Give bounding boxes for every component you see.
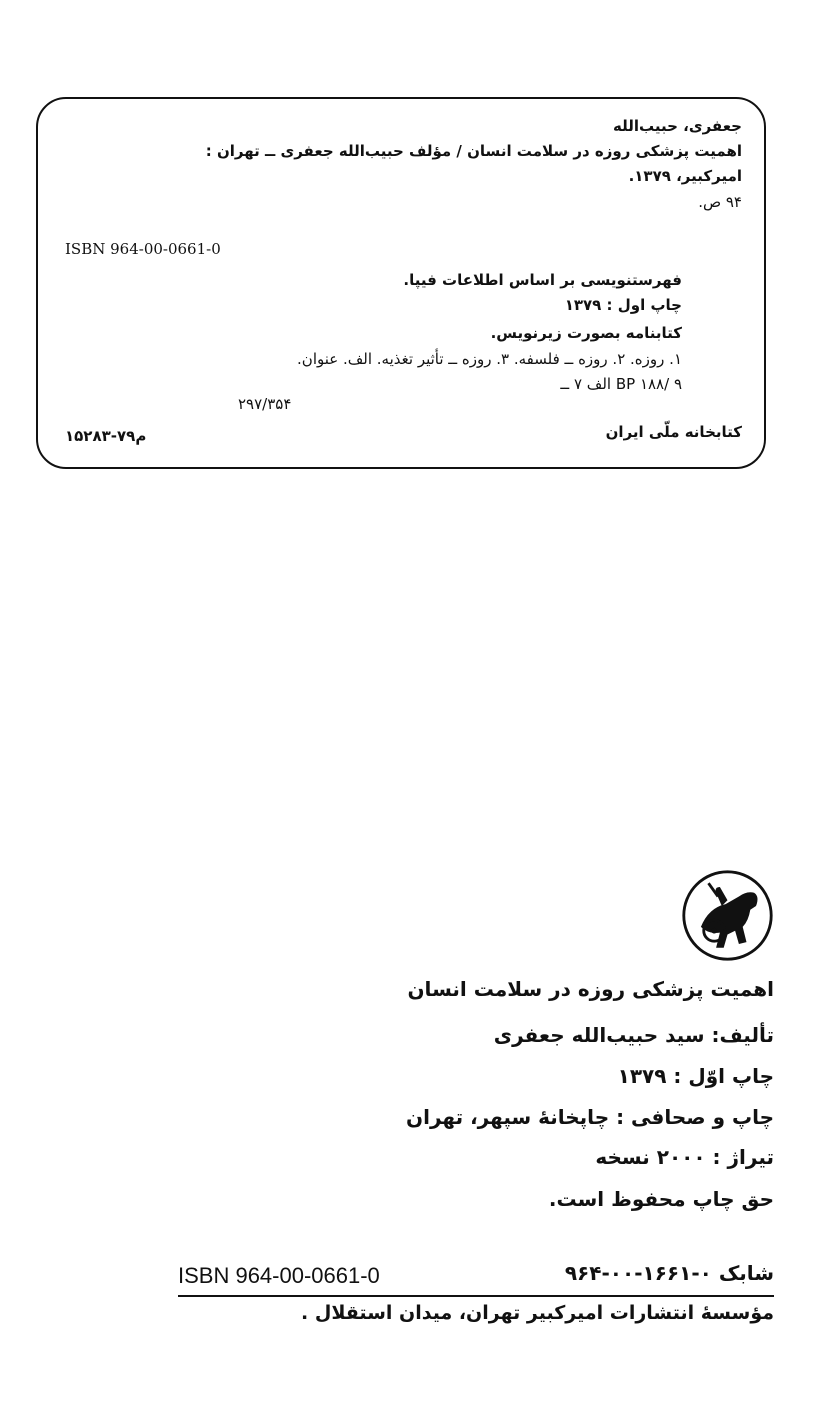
edition: چاپ اوّل : ۱۳۷۹ (617, 1064, 774, 1088)
dewey-classification: ۲۹۷/۳۵۴ (238, 395, 292, 413)
fipa-note: فهرستنویسی بر اساس اطلاعات فیپا. (403, 271, 682, 289)
publisher-address: مؤسسهٔ انتشارات امیرکبیر تهران، میدان استقلال . (301, 1302, 774, 1324)
first-edition-note: چاپ اول : ۱۳۷۹ (564, 296, 682, 314)
title-statement: اهمیت پزشکی روزه در سلامت انسان / مؤلف حبیب‌الله جعفری ــ تهران : (205, 142, 742, 160)
bibliography-note: کتابنامه بصورت زیرنویس. (490, 324, 682, 342)
record-number: م۷۹-۱۵۲۸۳ (65, 427, 147, 445)
printing-credit: چاپ و صحافی : چاپخانهٔ سپهر، تهران (406, 1105, 774, 1129)
imprint: امیرکبیر، ۱۳۷۹. (628, 167, 742, 185)
isbn-latin: ISBN 964-00-0661-0 (178, 1263, 380, 1288)
author-heading: جعفری، حبیب‌الله (612, 117, 742, 135)
isbn-row (178, 1263, 774, 1293)
author-credit: تألیف: سید حبیب‌الله جعفری (493, 1023, 774, 1047)
isbn-divider (178, 1295, 774, 1297)
print-run: تیراژ : ۲۰۰۰ نسخه (595, 1145, 774, 1169)
copyright-notice: حق چاپ محفوظ است. (548, 1187, 774, 1211)
isbn-persian: شابک ۰-۱۶۶۱-۰۰-۹۶۴ (564, 1261, 774, 1285)
subject-headings: ۱. روزه. ۲. روزه ــ فلسفه. ۳. روزه ــ تأثیر تغذیه. الف. عنوان. (297, 350, 682, 368)
horse-rider-emblem-icon (680, 868, 775, 963)
book-title: اهمیت پزشکی روزه در سلامت انسان (407, 977, 774, 1001)
lc-classification: BP ۱۸۸/ ۹ الف ۷ ــ (560, 375, 682, 393)
national-library: کتابخانه ملّی ایران (605, 423, 742, 441)
isbn-catalog: ISBN 964-00-0661-0 (65, 240, 221, 258)
pagination: ۹۴ ص. (698, 193, 742, 211)
cataloging-record-box (36, 97, 766, 469)
